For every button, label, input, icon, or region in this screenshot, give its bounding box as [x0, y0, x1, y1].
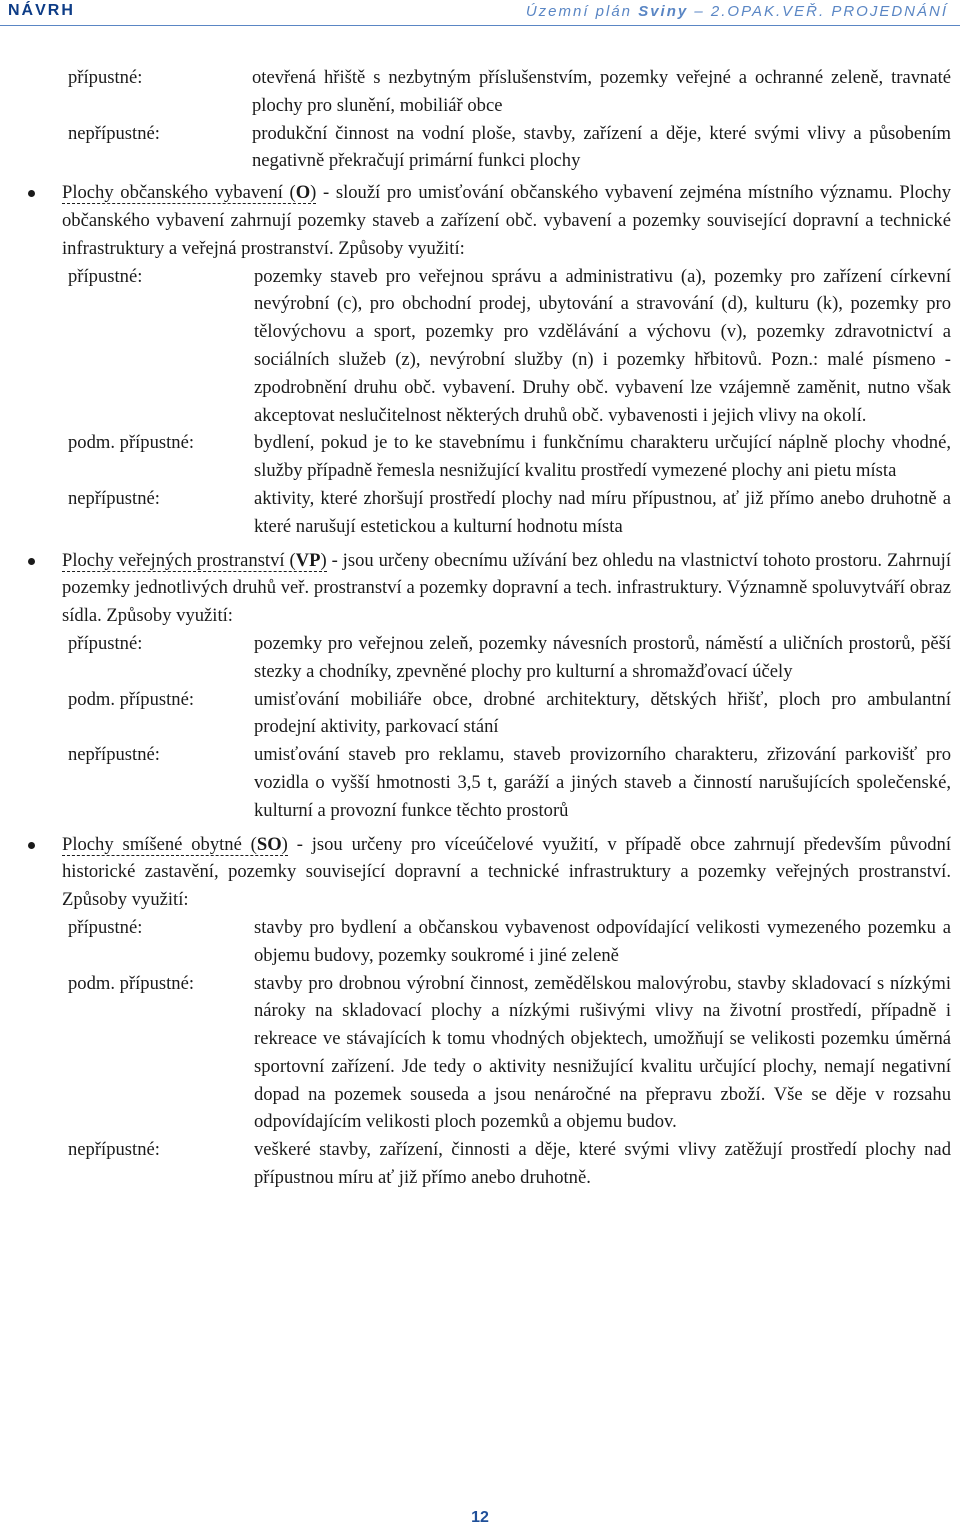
- section-intro: [62, 179, 951, 262]
- row-label: přípustné:: [68, 632, 143, 654]
- row-text: bydlení, pokud je to ke stavebnímu i funkčnímu charakteru určující náplně plochy vhodné, služby případně řemesla nesnižující kvalitu prostředí vymezené plochy ani pietu místa: [254, 432, 951, 482]
- row-label: nepřípustné:: [68, 1139, 160, 1161]
- section-public-spaces: [62, 547, 951, 825]
- header-draft-label: NÁVRH: [8, 2, 75, 19]
- row-text: pozemky staveb pro veřejnou správu a administrativu (a), pozemky pro zařízení církevní nevýrobní (c), pro obchodní prodej, ubytování a stravování (d), kulturu (k), pozemky pro tělovýchovu a sport, pozemky pro vzdělávání a výchovu (v), pozemky zdravotnictví a sociálních služeb (z), nevýrobní služby (n) i pozemky hřbitovů. Pozn.: malé písmeno - zpodrobnění druhu obč. vybavení. Druhy obč. vybavení lze vzájemně zaměnit, nutno však akceptovat neslučitelnost některých druhů obč. vybavenosti i jejich vlivy na okolí.: [254, 265, 951, 426]
- intro-row-permitted: [68, 64, 951, 120]
- intro-row-forbidden: [68, 120, 951, 176]
- page-number: 12: [471, 1509, 489, 1526]
- section-row: [68, 263, 951, 430]
- section-row: [68, 914, 951, 970]
- section-mixed-residential: [62, 831, 951, 1192]
- section-description: - jsou určeny pro víceúčelové využití, v případě obce zahrnují především původní historické zastavění, pozemky související dopravní a technické infrastruktury a pozemky veřejných prostranství. Způsoby využití:: [62, 833, 951, 911]
- row-label: podm. přípustné:: [68, 972, 195, 994]
- row-text: otevřená hřiště s nezbytným příslušenstvím, pozemky veřejné a ochranné zeleně, travnaté plochy pro slunění, mobiliář obce: [252, 67, 951, 116]
- section-intro: [62, 547, 951, 630]
- bullet-icon: [28, 842, 35, 849]
- document-body: [60, 64, 951, 1192]
- section-row: [68, 1136, 951, 1192]
- bullet-icon: [28, 558, 35, 565]
- section-civic-amenities: [62, 179, 951, 540]
- section-title: Plochy občanského vybavení (O): [62, 182, 317, 204]
- header-rule: [0, 25, 960, 26]
- bullet-icon: [28, 190, 35, 197]
- row-label: podm. přípustné:: [68, 432, 195, 454]
- row-label: nepřípustné:: [68, 487, 160, 509]
- section-description: - slouží pro umisťování občanského vybavení zejména místního významu. Plochy občanského vybavení zahrnují pozemky staveb a zařízení obč. vybavení a pozemky související dopravní a technické infrastruktury a veřejná prostranství. Způsoby využití:: [62, 182, 951, 259]
- section-row: [68, 485, 951, 541]
- row-text: veškeré stavby, zařízení, činnosti a děje, které svými vlivy zatěžují prostředí plochy nad přípustnou míru ať již přímo anebo druhotně.: [254, 1139, 951, 1189]
- section-title: Plochy veřejných prostranství (VP): [62, 549, 327, 571]
- section-row: [68, 686, 951, 742]
- row-text: stavby pro drobnou výrobní činnost, zemědělskou malovýrobu, stavby skladovací s nízkými nároky na skladovací plochy a nízkými rušivými vlivy na životní prostředí, případně i rekreace ve stávajících k tomu vhodných objektech, umožňují se velikosti pozemku úměrná sportovní zařízení. Jde tedy o aktivity nesnižující kvalitu určující plochy, nemají negativní dopad na pozemek souseda a jsou nenáročné na přepravu zboží. Vše se děje v rozsahu odpovídajícím velikosti ploch pozemků a objemu budov.: [254, 972, 951, 1133]
- row-label: přípustné:: [68, 916, 143, 938]
- row-text: pozemky pro veřejnou zeleň, pozemky návesních prostorů, náměstí a uličních prostorů, pěší stezky a chodníky, zpevněné plochy pro kulturní a shromažďovací účely: [254, 632, 951, 682]
- section-row: [68, 741, 951, 824]
- section-row: [68, 970, 951, 1137]
- row-label: podm. přípustné:: [68, 688, 195, 710]
- row-text: produkční činnost na vodní ploše, stavby, zařízení a děje, které svými vlivy a působením negativně překračují primární funkci plochy: [252, 122, 951, 172]
- row-text: umisťování staveb pro reklamu, staveb provizorního charakteru, zřizování parkovišť pro vozidla o vyšší hmotnosti 3,5 t, garáží a jiných staveb a činností narušujících společenské, kulturní a provozní funkce těchto prostorů: [254, 744, 951, 821]
- page-header: [0, 0, 960, 30]
- row-label: přípustné:: [68, 67, 143, 88]
- section-row: [68, 429, 951, 485]
- row-label: nepřípustné:: [68, 744, 160, 766]
- row-text: umisťování mobiliáře obce, drobné architektury, dětských hřišť, ploch pro ambulantní prodejní aktivity, parkovací stání: [254, 688, 951, 738]
- section-title: Plochy smíšené obytné (SO): [62, 833, 288, 855]
- row-text: aktivity, které zhoršují prostředí plochy nad míru přípustnou, ať již přímo anebo druhotně a které narušují estetickou a kulturní hodnotu místa: [254, 487, 951, 537]
- row-label: nepřípustné:: [68, 122, 160, 144]
- header-document-title: Územní plán Sviny – 2.OPAK.VEŘ. PROJEDNÁNÍ: [525, 3, 948, 20]
- row-label: přípustné:: [68, 265, 143, 287]
- section-row: [68, 630, 951, 686]
- section-intro: [62, 831, 951, 914]
- section-description: - jsou určeny obecnímu užívání bez ohledu na vlastnictví tohoto prostoru. Zahrnují pozemky jednotlivých druhů veř. prostranství a pozemky dopravní a tech. infrastruktury. Významně spoluvytváří obraz sídla. Způsoby využití:: [62, 549, 951, 627]
- row-text: stavby pro bydlení a občanskou vybavenost odpovídající velikosti vymezeného pozemku a objemu budovy, pozemky soukromé i jiné zeleně: [254, 916, 951, 966]
